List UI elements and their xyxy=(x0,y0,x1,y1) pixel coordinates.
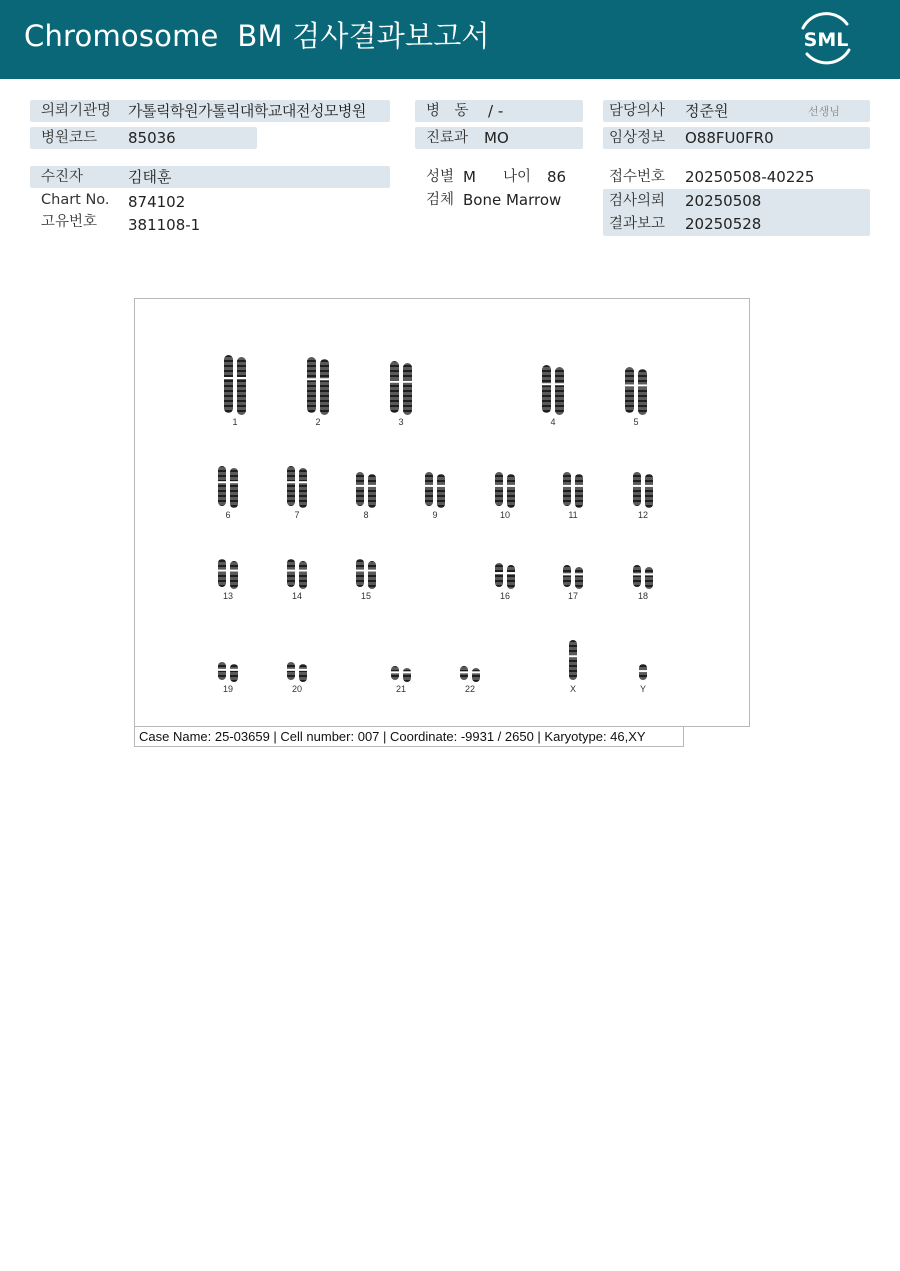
chromosome-label: 2 xyxy=(315,417,321,427)
centromere xyxy=(495,485,504,487)
chromatid xyxy=(555,367,564,415)
centromere xyxy=(563,485,572,487)
chromosome-label: 20 xyxy=(291,684,303,694)
centromere xyxy=(391,671,400,673)
chromosome-label: 6 xyxy=(225,510,231,520)
chromosome-label: Y xyxy=(639,684,647,694)
chromosome-label: 1 xyxy=(232,417,238,427)
chromosome-10 xyxy=(495,472,516,520)
chromatid xyxy=(368,561,376,589)
chromatid xyxy=(575,567,583,589)
chart-no-value: 874102 xyxy=(128,193,186,211)
chromosome-label: 16 xyxy=(499,591,511,601)
chromatid xyxy=(230,468,238,508)
chromosome-20 xyxy=(287,662,308,694)
chromosome-label: 3 xyxy=(398,417,404,427)
chromatid xyxy=(307,357,316,413)
chromosome-11 xyxy=(563,472,584,520)
report-label: 결과보고 xyxy=(609,216,666,232)
chromosome-label: 7 xyxy=(294,510,300,520)
chromosome-9 xyxy=(425,472,446,520)
chromatid xyxy=(563,565,571,587)
centromere xyxy=(638,384,648,386)
chromosome-label: 9 xyxy=(432,510,438,520)
id-value: 381108-1 xyxy=(128,216,201,234)
chromosome-3 xyxy=(390,361,413,427)
doctor-label: 담당의사 xyxy=(609,103,666,119)
centromere xyxy=(218,570,227,572)
name-value: 김태훈 xyxy=(128,168,172,186)
centromere xyxy=(299,481,308,483)
centromere xyxy=(472,671,481,673)
chromatid xyxy=(287,559,295,587)
chromosome-label: 12 xyxy=(637,510,649,520)
chromatid xyxy=(575,474,583,508)
chromosome-label: 18 xyxy=(637,591,649,601)
centromere xyxy=(287,669,296,671)
chromatid xyxy=(356,472,364,506)
centromere xyxy=(368,570,377,572)
centromere xyxy=(307,378,317,380)
chromatid xyxy=(472,668,480,682)
chromosome-label: 19 xyxy=(222,684,234,694)
specimen-label: 검체 xyxy=(426,192,455,208)
chromatid xyxy=(645,567,653,589)
chromatid xyxy=(625,367,634,413)
chromatid xyxy=(437,474,445,508)
chromatid xyxy=(403,363,412,415)
chromosome-13 xyxy=(218,559,239,601)
age-value: 86 xyxy=(547,168,567,186)
chromosome-18 xyxy=(633,565,654,601)
chromatid xyxy=(495,472,503,506)
centromere xyxy=(437,485,446,487)
chromosome-label: 14 xyxy=(291,591,303,601)
receipt-value: 20250508-40225 xyxy=(685,168,815,186)
hospital-code-value: 85036 xyxy=(128,129,176,147)
chromatid xyxy=(569,640,577,680)
centromere xyxy=(542,383,552,385)
chromatid xyxy=(368,474,376,508)
centromere xyxy=(403,671,412,673)
id-label: 고유번호 xyxy=(41,214,98,230)
chromosome-label: X xyxy=(569,684,577,694)
chromosome-22 xyxy=(460,666,481,694)
centromere xyxy=(507,572,516,574)
chart-no-label: Chart No. xyxy=(41,192,110,208)
chromosome-Y xyxy=(639,664,648,694)
chromatid xyxy=(356,559,364,587)
centromere xyxy=(555,383,565,385)
chromosome-2 xyxy=(307,357,330,427)
dept-value: MO xyxy=(484,129,509,147)
centromere xyxy=(356,570,365,572)
ward-label: 병 동 xyxy=(426,103,469,119)
chromatid xyxy=(299,468,307,508)
name-row-bar xyxy=(30,166,390,188)
centromere xyxy=(320,378,330,380)
chromosome-17 xyxy=(563,565,584,601)
chromosome-15 xyxy=(356,559,377,601)
chromosome-6 xyxy=(218,466,239,520)
chromatid xyxy=(218,559,226,587)
chromatid xyxy=(563,472,571,506)
dept-label: 진료과 xyxy=(426,130,469,146)
chromatid xyxy=(320,359,329,415)
chromatid xyxy=(299,664,307,682)
chromatid xyxy=(633,565,641,587)
centromere xyxy=(230,481,239,483)
centromere xyxy=(390,381,400,383)
centromere xyxy=(368,485,377,487)
centromere xyxy=(633,573,642,575)
chromatid xyxy=(645,474,653,508)
chromosome-label: 15 xyxy=(360,591,372,601)
karyotype-caption: Case Name: 25-03659 | Cell number: 007 | Coordinate: -9931 / 2650 | Karyotype: 46,XY xyxy=(134,727,684,747)
chromosome-14 xyxy=(287,559,308,601)
hospital-value: 가톨릭학원가톨릭대학교대전성모병원 xyxy=(128,102,366,120)
centromere xyxy=(569,655,578,657)
sml-logo-icon xyxy=(795,10,857,68)
centromere xyxy=(460,671,469,673)
chromatid xyxy=(403,668,411,682)
chromatid xyxy=(218,466,226,506)
request-label: 검사의뢰 xyxy=(609,193,666,209)
centromere xyxy=(237,377,247,379)
chromosome-label: 22 xyxy=(464,684,476,694)
centromere xyxy=(356,485,365,487)
centromere xyxy=(224,377,234,379)
chromatid xyxy=(507,565,515,589)
centromere xyxy=(299,669,308,671)
centromere xyxy=(287,481,296,483)
centromere xyxy=(425,485,434,487)
sex-label: 성별 xyxy=(426,169,455,185)
svg-text:SML: SML xyxy=(803,29,849,51)
centromere xyxy=(563,573,572,575)
receipt-label: 접수번호 xyxy=(609,169,666,185)
chromosome-4 xyxy=(542,365,565,427)
report-header xyxy=(0,0,900,79)
centromere xyxy=(645,485,654,487)
chromosome-label: 8 xyxy=(363,510,369,520)
centromere xyxy=(575,485,584,487)
chromatid xyxy=(230,561,238,589)
chromosome-label: 13 xyxy=(222,591,234,601)
centromere xyxy=(218,669,227,671)
chromosome-19 xyxy=(218,662,239,694)
centromere xyxy=(507,485,516,487)
chromatid xyxy=(542,365,551,413)
chromatid xyxy=(230,664,238,682)
chromosome-label: 5 xyxy=(633,417,639,427)
clinical-label: 임상정보 xyxy=(609,130,666,146)
chromosome-5 xyxy=(625,367,648,427)
chromatid xyxy=(633,472,641,506)
hospital-code-label: 병원코드 xyxy=(41,130,98,146)
chromosome-1 xyxy=(224,355,247,427)
chromatid xyxy=(495,563,503,587)
chromatid xyxy=(299,561,307,589)
chromosome-12 xyxy=(633,472,654,520)
chromatid xyxy=(287,466,295,506)
chromosome-label: 4 xyxy=(550,417,556,427)
doctor-suffix: 선생님 xyxy=(808,105,840,118)
chromosome-X xyxy=(569,640,578,694)
chromosome-8 xyxy=(356,472,377,520)
centromere xyxy=(495,572,504,574)
chromatid xyxy=(507,474,515,508)
clinical-value: O88FU0FR0 xyxy=(685,129,774,147)
chromatid xyxy=(390,361,399,413)
hospital-label: 의뢰기관명 xyxy=(41,103,112,119)
centromere xyxy=(645,573,654,575)
chromatid xyxy=(638,369,647,415)
chromosome-7 xyxy=(287,466,308,520)
centromere xyxy=(230,669,239,671)
report-value: 20250528 xyxy=(685,215,762,233)
centromere xyxy=(218,481,227,483)
centromere xyxy=(575,573,584,575)
karyogram-panel xyxy=(134,298,750,727)
chromatid xyxy=(218,662,226,680)
chromosome-label: 11 xyxy=(568,510,578,520)
name-label: 수진자 xyxy=(41,169,84,185)
chromosome-21 xyxy=(391,666,412,694)
centromere xyxy=(625,384,635,386)
chromatid xyxy=(287,662,295,680)
centromere xyxy=(403,381,413,383)
report-title: Chromosome BM 검사결과보고서 xyxy=(24,19,490,53)
centromere xyxy=(633,485,642,487)
centromere xyxy=(299,570,308,572)
specimen-value: Bone Marrow xyxy=(463,191,562,209)
age-label: 나이 xyxy=(503,169,532,185)
chromosome-label: 10 xyxy=(499,510,511,520)
chromatid xyxy=(224,355,233,413)
chromatid xyxy=(237,357,246,415)
chromosome-label: 21 xyxy=(395,684,407,694)
sex-value: M xyxy=(463,168,476,186)
centromere xyxy=(230,570,239,572)
chromatid xyxy=(425,472,433,506)
ward-value: / - xyxy=(488,102,504,120)
centromere xyxy=(639,670,648,672)
request-value: 20250508 xyxy=(685,192,762,210)
chromosome-16 xyxy=(495,563,516,601)
karyogram-image xyxy=(135,299,749,726)
doctor-value: 정준원 xyxy=(685,102,729,120)
centromere xyxy=(287,570,296,572)
chromosome-label: 17 xyxy=(567,591,579,601)
